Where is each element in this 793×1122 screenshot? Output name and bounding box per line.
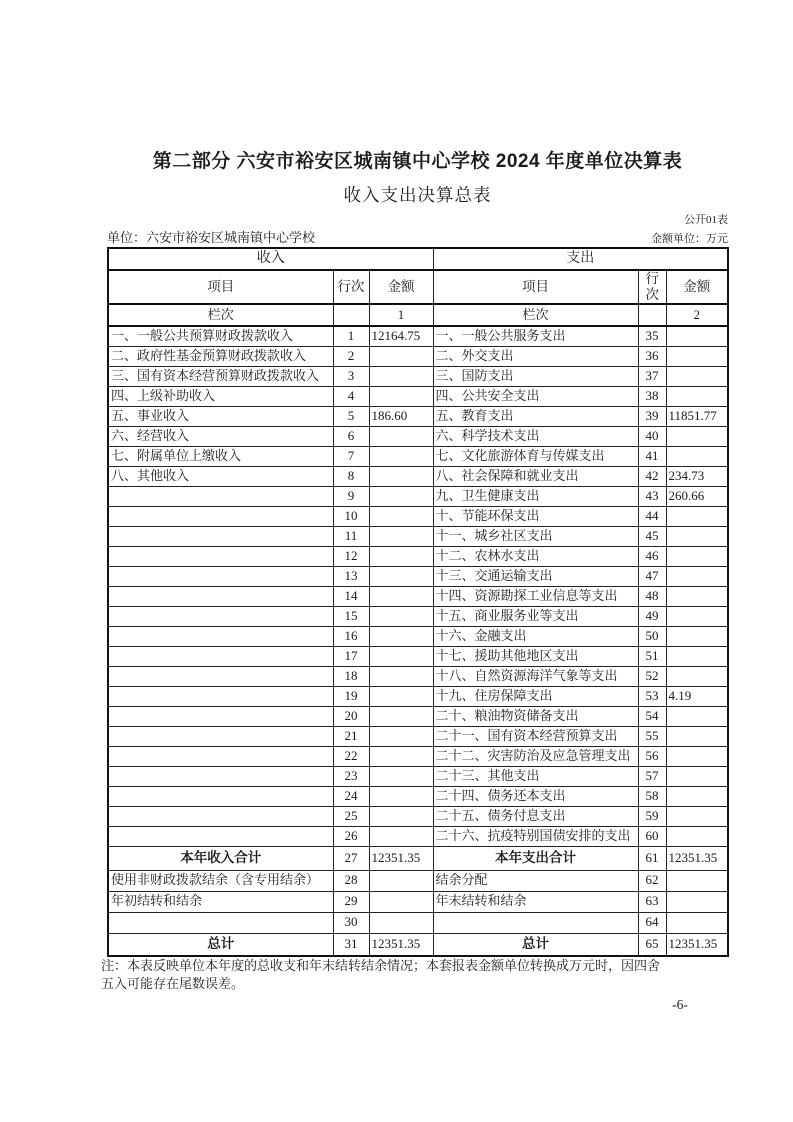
income-item-label <box>108 726 333 746</box>
footnote <box>101 957 733 992</box>
income-amount <box>369 546 433 566</box>
income-grand-total-label: 总计 <box>108 933 333 956</box>
closing-carryover-amount <box>666 891 728 912</box>
expense-line-number: 46 <box>638 546 666 566</box>
income-amount <box>369 526 433 546</box>
income-line-number: 8 <box>333 466 369 486</box>
table-row <box>108 766 728 786</box>
expense-item-label: 六、科学技术支出 <box>433 426 638 446</box>
expense-column-index-number: 2 <box>666 304 728 326</box>
opening-carryover-amount <box>369 891 433 912</box>
income-item-label <box>108 626 333 646</box>
income-item-label: 一、一般公共预算财政拨款收入 <box>108 326 333 346</box>
expense-line-number: 37 <box>638 366 666 386</box>
expense-amount <box>666 546 728 566</box>
expense-amount <box>666 766 728 786</box>
income-amount <box>369 346 433 366</box>
table-row <box>108 326 728 346</box>
income-item-label <box>108 546 333 566</box>
expense-item-label: 十一、城乡社区支出 <box>433 526 638 546</box>
expense-item-label: 十八、自然资源海洋气象等支出 <box>433 666 638 686</box>
income-line-index-blank <box>333 304 369 326</box>
expense-annual-total-amount: 12351.35 <box>666 846 728 870</box>
expense-item-label: 十六、金融支出 <box>433 626 638 646</box>
income-amount <box>369 806 433 826</box>
table-row <box>108 466 728 486</box>
table-row <box>108 686 728 706</box>
income-line-number: 9 <box>333 486 369 506</box>
income-item-label: 三、国有资本经营预算财政拨款收入 <box>108 366 333 386</box>
income-annual-total-label: 本年收入合计 <box>108 846 333 870</box>
expense-line-number: 52 <box>638 666 666 686</box>
table-body <box>108 326 728 846</box>
table-row <box>108 746 728 766</box>
expense-grand-total-amount: 12351.35 <box>666 933 728 956</box>
income-line-number: 1 <box>333 326 369 346</box>
table-row <box>108 646 728 666</box>
income-amount <box>369 746 433 766</box>
expense-item-label: 二十三、其他支出 <box>433 766 638 786</box>
income-amount <box>369 386 433 406</box>
expense-amount <box>666 426 728 446</box>
surplus-distribution-amount <box>666 870 728 891</box>
expense-amount-column-header: 金额 <box>666 270 728 304</box>
income-line-number: 11 <box>333 526 369 546</box>
expense-grand-total-line: 65 <box>638 933 666 956</box>
expense-amount <box>666 726 728 746</box>
page-title: 第二部分 六安市裕安区城南镇中心学校 2024 年度单位决算表 <box>152 151 683 172</box>
expense-line-number: 44 <box>638 506 666 526</box>
income-amount <box>369 626 433 646</box>
expense-amount <box>666 786 728 806</box>
income-item-label <box>108 586 333 606</box>
income-line-number: 24 <box>333 786 369 806</box>
income-line-number: 17 <box>333 646 369 666</box>
income-item-label: 五、事业收入 <box>108 406 333 426</box>
expense-amount <box>666 326 728 346</box>
expense-amount <box>666 826 728 846</box>
table-row <box>108 426 728 446</box>
table-row <box>108 366 728 386</box>
expense-amount: 11851.77 <box>666 406 728 426</box>
amount-unit-label: 金额单位：万元 <box>651 233 728 245</box>
income-grand-total-amount: 12351.35 <box>369 933 433 956</box>
expense-column-index-label: 栏次 <box>433 304 638 326</box>
blank-row <box>108 912 728 933</box>
expense-line-number: 57 <box>638 766 666 786</box>
expense-item-label: 二十五、债务付息支出 <box>433 806 638 826</box>
expense-amount <box>666 706 728 726</box>
expense-item-label: 八、社会保障和就业支出 <box>433 466 638 486</box>
expense-amount: 234.73 <box>666 466 728 486</box>
income-amount <box>369 726 433 746</box>
expense-line-number: 38 <box>638 386 666 406</box>
table-code-label: 公开01表 <box>684 214 728 226</box>
income-item-label <box>108 526 333 546</box>
unit-label: 单位：六安市裕安区城南镇中心学校 <box>107 230 316 245</box>
blank-expense-label <box>433 912 638 933</box>
blank-income-amount <box>369 912 433 933</box>
expense-item-label: 十五、商业服务业等支出 <box>433 606 638 626</box>
expense-line-number: 58 <box>638 786 666 806</box>
income-line-number: 5 <box>333 406 369 426</box>
expense-item-label: 二十、粮油物资储备支出 <box>433 706 638 726</box>
table-row <box>108 806 728 826</box>
carryover-row <box>108 891 728 912</box>
income-amount <box>369 426 433 446</box>
footnote-line-2: 五入可能存在尾数误差。 <box>101 975 245 991</box>
income-item-label <box>108 766 333 786</box>
income-amount <box>369 586 433 606</box>
expense-item-label: 十九、住房保障支出 <box>433 686 638 706</box>
income-column-index-number: 1 <box>369 304 433 326</box>
income-amount-column-header: 金额 <box>369 270 433 304</box>
income-amount <box>369 666 433 686</box>
expense-line-number: 59 <box>638 806 666 826</box>
income-item-column-header: 项目 <box>108 270 333 304</box>
income-line-number: 19 <box>333 686 369 706</box>
income-item-label: 二、政府性基金预算财政拨款收入 <box>108 346 333 366</box>
income-line-number: 13 <box>333 566 369 586</box>
income-item-label <box>108 506 333 526</box>
expense-line-number: 48 <box>638 586 666 606</box>
income-amount <box>369 786 433 806</box>
income-grand-total-line: 31 <box>333 933 369 956</box>
expense-line-number: 36 <box>638 346 666 366</box>
income-item-label <box>108 666 333 686</box>
income-line-number: 14 <box>333 586 369 606</box>
expense-item-label: 二、外交支出 <box>433 346 638 366</box>
income-item-label: 八、其他收入 <box>108 466 333 486</box>
expense-line-number: 35 <box>638 326 666 346</box>
expense-line-number: 50 <box>638 626 666 646</box>
section-header-row <box>108 248 728 270</box>
income-line-number: 23 <box>333 766 369 786</box>
expense-amount <box>666 666 728 686</box>
expense-amount <box>666 586 728 606</box>
expense-line-number: 45 <box>638 526 666 546</box>
income-column-index-label: 栏次 <box>108 304 333 326</box>
closing-carryover-line: 63 <box>638 891 666 912</box>
expense-item-label: 十、节能环保支出 <box>433 506 638 526</box>
income-item-label <box>108 786 333 806</box>
surplus-distribution-line: 62 <box>638 870 666 891</box>
expense-line-number: 40 <box>638 426 666 446</box>
income-amount <box>369 766 433 786</box>
income-line-number: 26 <box>333 826 369 846</box>
expense-line-number: 53 <box>638 686 666 706</box>
table-row <box>108 786 728 806</box>
non-fiscal-surplus-line: 28 <box>333 870 369 891</box>
expense-amount <box>666 526 728 546</box>
blank-income-label <box>108 912 333 933</box>
expense-line-number: 39 <box>638 406 666 426</box>
table-row <box>108 406 728 426</box>
income-line-column-header: 行次 <box>333 270 369 304</box>
table-row <box>108 386 728 406</box>
summary-body <box>108 846 728 956</box>
expense-item-label: 四、公共安全支出 <box>433 386 638 406</box>
expense-item-label: 二十二、灾害防治及应急管理支出 <box>433 746 638 766</box>
expense-amount <box>666 366 728 386</box>
income-line-number: 18 <box>333 666 369 686</box>
expense-item-label: 二十六、抗疫特别国债安排的支出 <box>433 826 638 846</box>
income-amount <box>369 466 433 486</box>
expense-amount <box>666 446 728 466</box>
expense-annual-total-label: 本年支出合计 <box>433 846 638 870</box>
expense-section-header: 支出 <box>433 248 728 270</box>
income-item-label <box>108 826 333 846</box>
expense-amount <box>666 346 728 366</box>
income-annual-total-amount: 12351.35 <box>369 846 433 870</box>
meta-row <box>107 227 728 246</box>
income-amount <box>369 826 433 846</box>
expense-line-number: 51 <box>638 646 666 666</box>
blank-income-line: 30 <box>333 912 369 933</box>
expense-item-label: 九、卫生健康支出 <box>433 486 638 506</box>
table-row <box>108 546 728 566</box>
income-item-label <box>108 486 333 506</box>
income-item-label <box>108 746 333 766</box>
blank-expense-line: 64 <box>638 912 666 933</box>
expense-amount: 4.19 <box>666 686 728 706</box>
income-line-number: 7 <box>333 446 369 466</box>
expense-item-label: 七、文化旅游体育与传媒支出 <box>433 446 638 466</box>
table-row <box>108 346 728 366</box>
income-amount <box>369 706 433 726</box>
income-line-number: 20 <box>333 706 369 726</box>
table-row <box>108 506 728 526</box>
income-line-number: 16 <box>333 626 369 646</box>
column-header-row <box>108 270 728 304</box>
annual-total-row <box>108 846 728 870</box>
expense-item-label: 一、一般公共服务支出 <box>433 326 638 346</box>
expense-amount <box>666 646 728 666</box>
expense-item-label: 十四、资源勘探工业信息等支出 <box>433 586 638 606</box>
income-item-label <box>108 706 333 726</box>
income-amount <box>369 606 433 626</box>
income-line-number: 25 <box>333 806 369 826</box>
expense-line-number: 43 <box>638 486 666 506</box>
page-subtitle: 收入支出决算总表 <box>343 185 492 205</box>
expense-line-number: 55 <box>638 726 666 746</box>
column-index-row <box>108 304 728 326</box>
income-section-header: 收入 <box>108 248 433 270</box>
income-line-number: 2 <box>333 346 369 366</box>
expense-line-number: 41 <box>638 446 666 466</box>
income-item-label <box>108 646 333 666</box>
expense-grand-total-label: 总计 <box>433 933 638 956</box>
expense-line-column-header: 行次 <box>638 270 666 304</box>
footnote-line-1: 注：本表反映单位本年度的总收支和年末结转结余情况；本套报表金额单位转换成万元时，因四舍 <box>101 958 661 973</box>
income-item-label: 七、附属单位上缴收入 <box>108 446 333 466</box>
income-amount <box>369 566 433 586</box>
expense-amount <box>666 746 728 766</box>
table-row <box>108 526 728 546</box>
expense-amount <box>666 626 728 646</box>
expense-item-label: 二十一、国有资本经营预算支出 <box>433 726 638 746</box>
closing-carryover-label: 年末结转和结余 <box>433 891 638 912</box>
income-line-number: 10 <box>333 506 369 526</box>
expense-item-label: 二十四、债务还本支出 <box>433 786 638 806</box>
income-amount <box>369 486 433 506</box>
expense-line-number: 47 <box>638 566 666 586</box>
income-amount <box>369 686 433 706</box>
table-row <box>108 566 728 586</box>
table-row <box>108 446 728 466</box>
expense-line-number: 54 <box>638 706 666 726</box>
expense-amount: 260.66 <box>666 486 728 506</box>
income-line-number: 21 <box>333 726 369 746</box>
expense-item-column-header: 项目 <box>433 270 638 304</box>
income-annual-total-line: 27 <box>333 846 369 870</box>
income-line-number: 15 <box>333 606 369 626</box>
table-row <box>108 666 728 686</box>
expense-amount <box>666 566 728 586</box>
surplus-distribution-label: 结余分配 <box>433 870 638 891</box>
income-item-label <box>108 806 333 826</box>
income-line-number: 22 <box>333 746 369 766</box>
table-row <box>108 726 728 746</box>
expense-line-number: 56 <box>638 746 666 766</box>
grand-total-row <box>108 933 728 956</box>
table-row <box>108 606 728 626</box>
income-line-number: 4 <box>333 386 369 406</box>
expense-amount <box>666 806 728 826</box>
income-item-label: 六、经营收入 <box>108 426 333 446</box>
budget-table <box>107 247 729 957</box>
expense-amount <box>666 386 728 406</box>
blank-expense-amount <box>666 912 728 933</box>
expense-line-index-blank <box>638 304 666 326</box>
opening-carryover-line: 29 <box>333 891 369 912</box>
table-row <box>108 486 728 506</box>
table-row <box>108 826 728 846</box>
expense-amount <box>666 606 728 626</box>
non-fiscal-surplus-row <box>108 870 728 891</box>
income-line-number: 12 <box>333 546 369 566</box>
expense-amount <box>666 506 728 526</box>
income-amount: 186.60 <box>369 406 433 426</box>
expense-line-number: 60 <box>638 826 666 846</box>
table-row <box>108 626 728 646</box>
income-item-label: 四、上级补助收入 <box>108 386 333 406</box>
expense-line-number: 49 <box>638 606 666 626</box>
income-item-label <box>108 606 333 626</box>
income-item-label <box>108 566 333 586</box>
expense-line-number: 42 <box>638 466 666 486</box>
income-amount <box>369 446 433 466</box>
expense-item-label: 五、教育支出 <box>433 406 638 426</box>
expense-annual-total-line: 61 <box>638 846 666 870</box>
table-row <box>108 586 728 606</box>
opening-carryover-label: 年初结转和结余 <box>108 891 333 912</box>
non-fiscal-surplus-amount <box>369 870 433 891</box>
income-amount: 12164.75 <box>369 326 433 346</box>
non-fiscal-surplus-label: 使用非财政拨款结余（含专用结余） <box>108 870 333 891</box>
expense-item-label: 三、国防支出 <box>433 366 638 386</box>
expense-item-label: 十二、农林水支出 <box>433 546 638 566</box>
table-row <box>108 706 728 726</box>
page-number: -6- <box>672 997 688 1012</box>
income-line-number: 6 <box>333 426 369 446</box>
income-item-label <box>108 686 333 706</box>
income-amount <box>369 366 433 386</box>
income-amount <box>369 646 433 666</box>
expense-item-label: 十七、援助其他地区支出 <box>433 646 638 666</box>
expense-item-label: 十三、交通运输支出 <box>433 566 638 586</box>
income-line-number: 3 <box>333 366 369 386</box>
income-amount <box>369 506 433 526</box>
